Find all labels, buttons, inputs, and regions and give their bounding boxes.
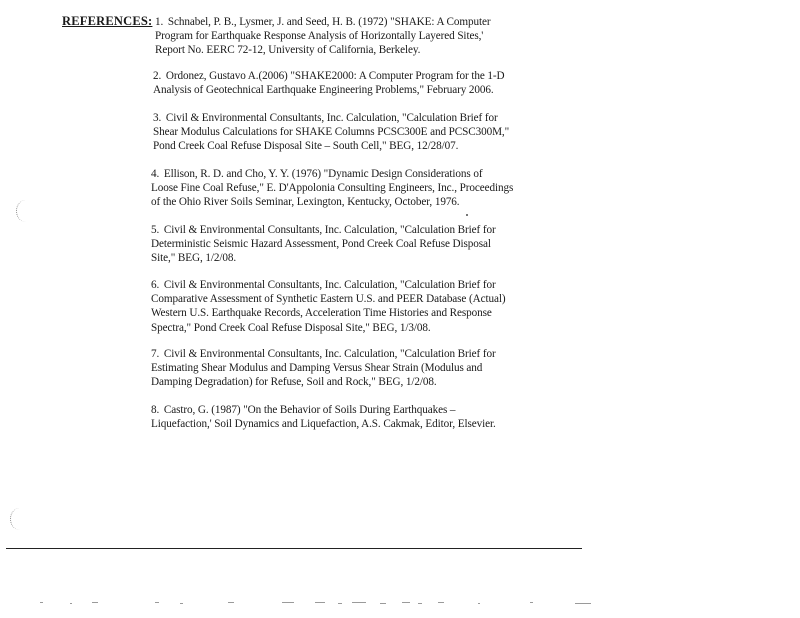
reference-line: Damping Degradation) for Refuse, Soil and Rock," BEG, 1/2/08. xyxy=(151,376,437,389)
reference-line: Program for Earthquake Response Analysis of Horizontally Layered Sites,' xyxy=(155,30,484,43)
reference-line: Shear Modulus Calculations for SHAKE Columns PCSC300E and PCSC300M," xyxy=(153,126,510,139)
reference-item xyxy=(151,223,496,266)
reference-line: Spectra," Pond Creek Coal Refuse Disposal Site," BEG, 1/3/08. xyxy=(151,321,431,334)
reference-item xyxy=(155,15,490,58)
reference-line: Site," BEG, 1/2/08. xyxy=(151,252,237,265)
references-heading: REFERENCES: xyxy=(62,14,153,28)
punch-hole-mark xyxy=(16,200,35,222)
reference-number: 2. xyxy=(153,70,162,82)
reference-line xyxy=(155,15,490,29)
reference-line xyxy=(151,403,496,417)
reference-line: Western U.S. Earthquake Records, Acceleration Time Histories and Response xyxy=(151,307,492,320)
reference-item xyxy=(151,347,496,390)
reference-item xyxy=(153,69,505,97)
reference-item xyxy=(151,278,505,335)
reference-item xyxy=(151,167,513,210)
reference-text: Ellison, R. D. and Cho, Y. Y. (1976) "Dynamic Design Considerations of xyxy=(163,168,483,180)
reference-number: 8. xyxy=(151,404,160,416)
reference-text: Civil & Environmental Consultants, Inc. Calculation, "Calculation Brief for xyxy=(165,112,498,124)
reference-text: Civil & Environmental Consultants, Inc. Calculation, "Calculation Brief for xyxy=(163,348,496,360)
reference-line: Deterministic Seismic Hazard Assessment, Pond Creek Coal Refuse Disposal xyxy=(151,238,491,251)
reference-text: Schnabel, P. B., Lysmer, J. and Seed, H. B. (1972) "SHAKE: A Computer xyxy=(167,16,491,28)
reference-text: Civil & Environmental Consultants, Inc. Calculation, "Calculation Brief for xyxy=(163,279,496,291)
reference-line xyxy=(153,69,505,83)
reference-number: 4. xyxy=(151,168,160,180)
reference-line xyxy=(151,278,505,292)
reference-line: Loose Fine Coal Refuse," E. D'Appolonia Consulting Engineers, Inc., Proceedings xyxy=(151,182,514,195)
reference-line: Estimating Shear Modulus and Damping Versus Shear Strain (Modulus and xyxy=(151,362,483,375)
reference-number: 6. xyxy=(151,279,160,291)
reference-line: Liquefaction,' Soil Dynamics and Liquefaction, A.S. Cakmak, Editor, Elsevier. xyxy=(151,418,496,431)
reference-text: Castro, G. (1987) "On the Behavior of Soils During Earthquakes – xyxy=(163,404,456,416)
reference-line: Analysis of Geotechnical Earthquake Engineering Problems," February 2006. xyxy=(153,84,494,97)
page-divider-line xyxy=(6,548,582,549)
reference-line xyxy=(151,223,496,237)
reference-item xyxy=(153,111,509,154)
reference-line xyxy=(151,167,513,181)
punch-hole-mark xyxy=(10,508,29,530)
reference-text: Ordonez, Gustavo A.(2006) "SHAKE2000: A Computer Program for the 1-D xyxy=(165,70,505,82)
reference-line: Comparative Assessment of Synthetic Eastern U.S. and PEER Database (Actual) xyxy=(151,293,506,306)
reference-line: Pond Creek Coal Refuse Disposal Site – South Cell," BEG, 12/28/07. xyxy=(153,140,459,153)
reference-line: of the Ohio River Soils Seminar, Lexington, Kentucky, October, 1976. xyxy=(151,196,460,209)
scan-noise xyxy=(0,598,800,610)
reference-number: 1. xyxy=(155,16,164,28)
reference-item xyxy=(151,403,496,431)
reference-number: 7. xyxy=(151,348,160,360)
reference-line: Report No. EERC 72-12, University of California, Berkeley. xyxy=(155,44,421,57)
scan-speck xyxy=(466,214,468,216)
reference-number: 5. xyxy=(151,224,160,236)
reference-text: Civil & Environmental Consultants, Inc. Calculation, "Calculation Brief for xyxy=(163,224,496,236)
reference-number: 3. xyxy=(153,112,162,124)
reference-line xyxy=(151,347,496,361)
reference-line xyxy=(153,111,509,125)
